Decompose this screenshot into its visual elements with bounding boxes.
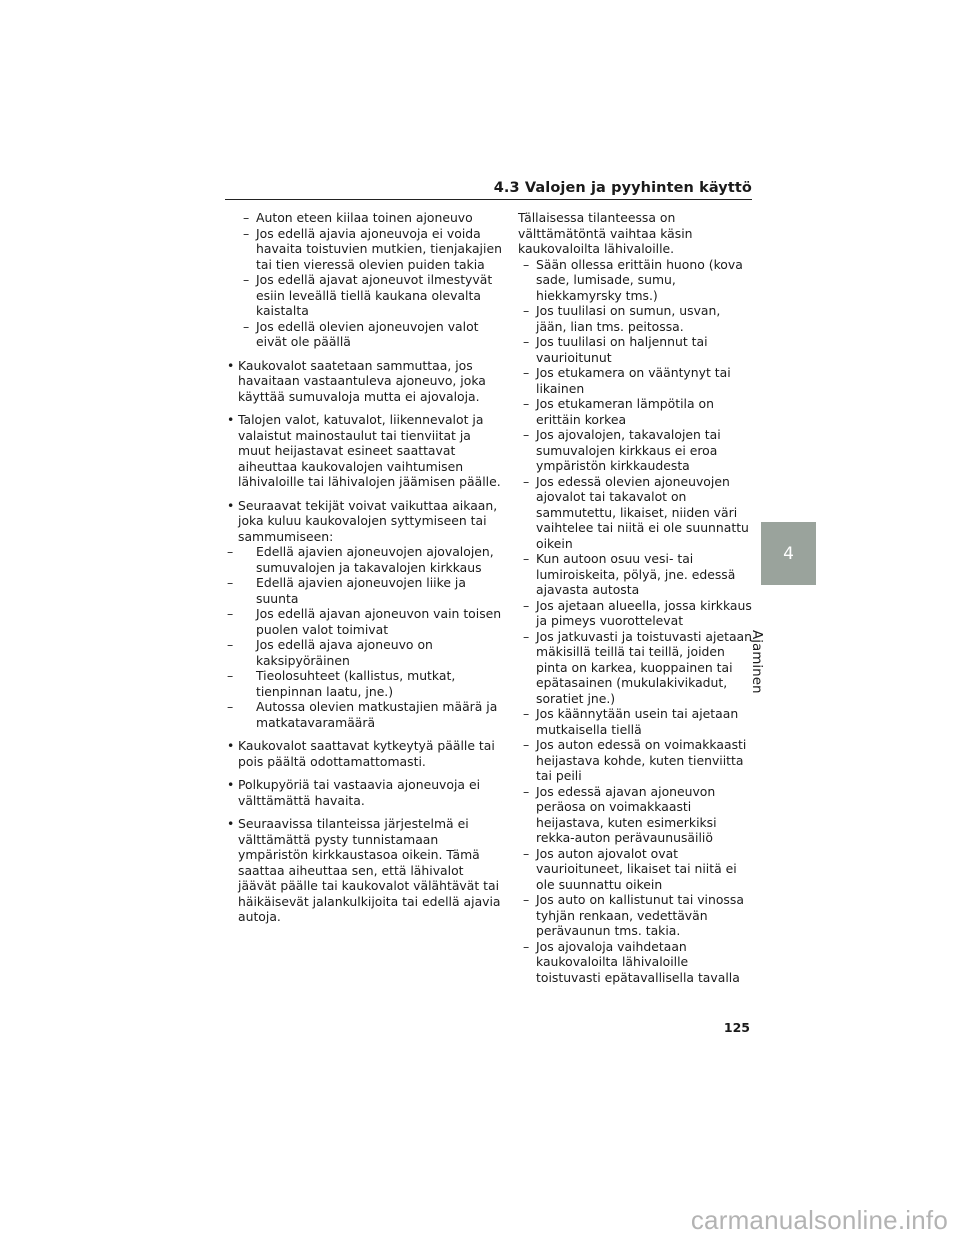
item-text: Jos auton edessä on voimakkaasti heijastava kohde, kuten tienviitta tai peili bbox=[536, 737, 747, 783]
item-text: Jos tuulilasi on sumun, usvan, jään, lian tms. peitossa. bbox=[536, 303, 721, 334]
dash-list-item bbox=[226, 226, 504, 273]
dash-marker: – bbox=[523, 597, 530, 613]
dash-marker: – bbox=[243, 225, 250, 241]
right-text-column bbox=[518, 210, 754, 985]
bullet-marker: • bbox=[227, 777, 235, 792]
chapter-label bbox=[749, 630, 783, 730]
dash-marker: – bbox=[243, 318, 250, 334]
item-text: Jos edellä ajava ajoneuvo on kaksipyöräinen bbox=[256, 637, 433, 668]
dash-marker: – bbox=[523, 783, 530, 799]
dash-marker: – bbox=[523, 256, 530, 272]
dash-list-item bbox=[226, 699, 504, 730]
item-text: Kaukovalot saatetaan sammuttaa, jos havaitaan vastaantuleva ajoneuvo, joka käyttää sumuvaloja mutta ei ajovaloja. bbox=[238, 357, 486, 404]
dash-marker: – bbox=[523, 365, 530, 380]
dash-list-item bbox=[518, 303, 754, 334]
item-text: Jos auton ajovalot ovat vaurioituneet, likaiset tai niitä ei ole suunnattu oikein bbox=[536, 845, 737, 892]
dash-list-item bbox=[518, 784, 754, 846]
dash-marker: – bbox=[523, 737, 530, 752]
dash-marker: – bbox=[243, 272, 250, 287]
item-text: Jos edellä ajavan ajoneuvon vain toisen puolen valot toimivat bbox=[256, 606, 502, 637]
dash-list-item bbox=[518, 365, 754, 396]
dash-list-item bbox=[226, 210, 504, 226]
item-text: Jos ajetaan alueella, jossa kirkkaus ja pimeys vuorottelevat bbox=[536, 597, 752, 628]
item-text: Autossa olevien matkustajien määrä ja matkatavaramäärä bbox=[256, 699, 498, 730]
dash-list-item bbox=[518, 396, 754, 427]
dash-list-item bbox=[518, 846, 754, 893]
dash-marker: – bbox=[523, 303, 530, 318]
dash-list-item bbox=[518, 892, 754, 939]
item-text: Jos edellä ajavia ajoneuvoja ei voida havaita toistuvien mutkien, tienjakajien tai tien vieressä olevien puiden takia bbox=[256, 225, 502, 272]
dash-list-item bbox=[518, 629, 754, 707]
item-text: Jos etukamera on vääntynyt tai likainen bbox=[536, 365, 731, 396]
bullet-list-item bbox=[226, 738, 504, 769]
item-text: Edellä ajavien ajoneuvojen ajovalojen, sumuvalojen ja takavalojen kirkkaus bbox=[256, 544, 494, 575]
dash-marker: – bbox=[523, 628, 530, 644]
item-text: Jos edellä olevien ajoneuvojen valot eivät ole päällä bbox=[256, 318, 479, 349]
dash-marker: – bbox=[227, 699, 234, 714]
dash-list-item bbox=[518, 737, 754, 784]
bullet-list-item bbox=[226, 816, 504, 925]
left-text-column bbox=[226, 210, 504, 925]
bullet-marker: • bbox=[227, 357, 235, 373]
item-text: Jos edessä ajavan ajoneuvon peräosa on voimakkaasti heijastava, kuten esimerkiksi rekka-auton perävaunusäiliö bbox=[536, 783, 717, 845]
dash-list-item bbox=[226, 272, 504, 319]
dash-list-item bbox=[226, 606, 504, 637]
bullet-marker: • bbox=[227, 816, 235, 831]
dash-list-item bbox=[518, 334, 754, 365]
bullet-list-item bbox=[226, 498, 504, 731]
item-text: Jos edellä ajavat ajoneuvot ilmestyvät esiin leveällä tiellä kaukana olevalta kaistalta bbox=[256, 272, 493, 318]
dash-marker: – bbox=[227, 544, 234, 559]
dash-marker: – bbox=[523, 473, 530, 489]
item-text: Auton eteen kiilaa toinen ajoneuvo bbox=[256, 210, 473, 225]
dash-list-item bbox=[518, 474, 754, 552]
dash-marker: – bbox=[523, 396, 530, 411]
dash-list-item bbox=[226, 319, 504, 350]
dash-list-item bbox=[226, 668, 504, 699]
dash-list-item bbox=[518, 598, 754, 629]
bullet-marker: • bbox=[227, 412, 235, 427]
dash-marker: – bbox=[227, 575, 234, 590]
dash-list-item bbox=[226, 637, 504, 668]
dash-list-item bbox=[518, 706, 754, 737]
dash-list-item bbox=[226, 575, 504, 606]
chapter-label-text: Ajaminen bbox=[749, 630, 765, 694]
item-text: Jos ajovalojen, takavalojen tai sumuvalojen kirkkaus ei eroa ympäristön kirkkaudesta bbox=[536, 427, 721, 473]
item-text: Talojen valot, katuvalot, liikennevalot ja valaistut mainostaulut tai tienviitat ja muut heijastavat esineet saattavat aiheuttaa kaukovalojen vaihtumisen lähivaloille tai lähivalojen jäämisen päälle. bbox=[238, 412, 501, 489]
sub-list bbox=[226, 544, 504, 730]
item-text: Jos käännytään usein tai ajetaan mutkaisella tiellä bbox=[536, 706, 739, 737]
dash-marker: – bbox=[523, 845, 530, 861]
watermark: carmanualsonline.info bbox=[690, 1205, 948, 1235]
item-text: Kun autoon osuu vesi- tai lumiroiskeita, pölyä, jne. edessä ajavasta autosta bbox=[536, 551, 736, 597]
item-text: Kaukovalot saattavat kytkeytyä päälle tai pois päältä odottamattomasti. bbox=[238, 738, 495, 769]
header-divider bbox=[225, 199, 752, 200]
dash-marker: – bbox=[523, 938, 530, 954]
dash-marker: – bbox=[523, 427, 530, 442]
dash-marker: – bbox=[227, 606, 234, 621]
dash-list-item bbox=[518, 551, 754, 598]
dash-list-item bbox=[518, 257, 754, 304]
bullet-list-item bbox=[226, 412, 504, 490]
item-text: Jos auto on kallistunut tai vinossa tyhjän renkaan, vedettävän perävaunun tms. takia. bbox=[536, 892, 744, 938]
dash-list-item bbox=[518, 939, 754, 986]
bullet-list-item bbox=[226, 777, 504, 808]
dash-list-item bbox=[518, 427, 754, 474]
bullet-list-item bbox=[226, 358, 504, 405]
item-text: Tieolosuhteet (kallistus, mutkat, tienpinnan laatu, jne.) bbox=[256, 668, 456, 699]
item-text: Seuraavissa tilanteissa järjestelmä ei välttämättä pysty tunnistamaan ympäristön kirkkaustasoa oikein. Tämä saattaa aiheuttaa sen, että lähivalot jäävät päälle tai kaukovalot välähtävät tai häikäisevät jalankulkijoita tai edellä ajavia autoja. bbox=[238, 816, 501, 924]
item-text: Jos etukameran lämpötila on erittäin korkea bbox=[536, 396, 714, 427]
page-number: 125 bbox=[723, 1020, 750, 1035]
item-text: Jos tuulilasi on haljennut tai vaurioitunut bbox=[536, 334, 708, 365]
section-title: 4.3 Valojen ja pyyhinten käyttö bbox=[493, 180, 752, 196]
chapter-tab[interactable] bbox=[761, 522, 816, 585]
item-text: Jos ajovaloja vaihdetaan kaukovaloilta lähivaloille toistuvasti epätavallisella tavalla bbox=[536, 938, 740, 985]
dash-marker: – bbox=[523, 334, 530, 349]
dash-marker: – bbox=[227, 668, 234, 683]
dash-list-item bbox=[226, 544, 504, 575]
dash-marker: – bbox=[227, 637, 234, 652]
dash-marker: – bbox=[523, 706, 530, 721]
item-text: Edellä ajavien ajoneuvojen liike ja suunta bbox=[256, 575, 466, 606]
chapter-number: 4 bbox=[783, 543, 794, 564]
bullet-marker: • bbox=[227, 497, 235, 513]
dash-marker: – bbox=[523, 551, 530, 566]
item-text: Jos jatkuvasti ja toistuvasti ajetaan mäkisillä teillä tai teillä, joiden pinta on karkea, kuoppainen tai epätasainen (mukulakivikadut, soratiet jne.) bbox=[536, 628, 752, 706]
item-text: Seuraavat tekijät voivat vaikuttaa aikaan, joka kuluu kaukovalojen syttymiseen tai sammumiseen: bbox=[238, 497, 498, 544]
dash-marker: – bbox=[243, 210, 250, 225]
item-text: Polkupyöriä tai vastaavia ajoneuvoja ei välttämättä havaita. bbox=[238, 777, 481, 808]
item-text: Sään ollessa erittäin huono (kova sade, lumisade, sumu, hiekkamyrsky tms.) bbox=[536, 256, 743, 303]
intro-paragraph: Tällaisessa tilanteessa on välttämätöntä vaihtaa käsin kaukovaloilta lähivaloille. bbox=[518, 210, 693, 256]
condition-list bbox=[518, 257, 754, 986]
item-text: Jos edessä olevien ajoneuvojen ajovalot tai takavalot on sammutettu, likaiset, niiden väri vaihtelee tai niitä ei ole suunnattu oikein bbox=[536, 473, 749, 551]
bullet-marker: • bbox=[227, 738, 235, 753]
dash-marker: – bbox=[523, 892, 530, 907]
